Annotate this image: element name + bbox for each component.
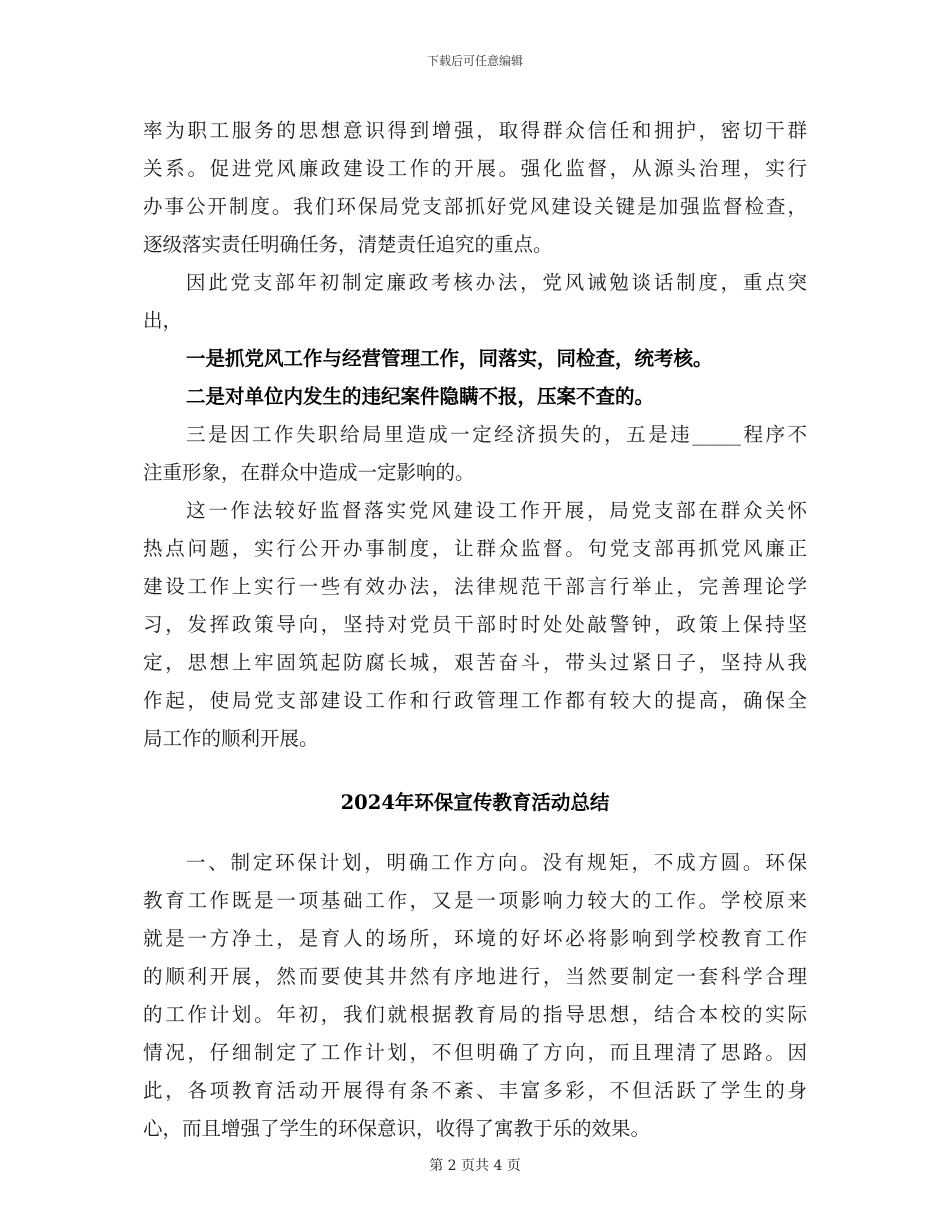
paragraph-line: 习，发挥政策导向，坚持对党员干部时时处处敲警钟，政策上保持坚 (143, 613, 807, 636)
paragraph-line: 因此党支部年初制定廉政考核办法，党风诫勉谈话制度，重点突 (186, 271, 807, 294)
paragraph-line: 办事公开制度。我们环保局党支部抓好党风建设关键是加强监督检查， (143, 195, 807, 218)
paragraph-line: 情况，仔细制定了工作计划，不但明确了方向，而且理清了思路。因 (143, 1041, 807, 1064)
page-header: 下载后可任意编辑 (426, 54, 523, 68)
paragraph-line: 率为职工服务的思想意识得到增强，取得群众信任和拥护，密切干群 (143, 119, 807, 142)
paragraph-line: 出， (143, 309, 183, 332)
paragraph-line: 这一作法较好监督落实党风建设工作开展，局党支部在群众关怀 (186, 499, 807, 522)
document-body (143, 112, 807, 1148)
paragraph-line: 局工作的顺利开展。 (143, 727, 319, 750)
paragraph-line: 就是一方净土，是育人的场所，环境的好坏必将影响到学校教育工作 (143, 927, 807, 950)
paragraph-line: 作起，使局党支部建设工作和行政管理工作都有较大的提高，确保全 (143, 689, 807, 712)
bold-paragraph-line: 一是抓党风工作与经营管理工作，同落实，同检查，统考核。 (186, 347, 713, 370)
paragraph-line: 热点问题，实行公开办事制度，让群众监督。句党支部再抓党风廉正 (143, 537, 807, 560)
paragraph-line: 心，而且增强了学生的环保意识，收得了寓教于乐的效果。 (143, 1117, 651, 1140)
paragraph-line: 此，各项教育活动开展得有条不紊、丰富多彩，不但活跃了学生的身 (143, 1079, 807, 1102)
paragraph-line: 关系。促进党风廉政建设工作的开展。强化监督，从源头治理，实行 (143, 157, 807, 180)
paragraph-line: 定，思想上牢固筑起防腐长城，艰苦奋斗，带头过紧日子，坚持从我 (143, 651, 807, 674)
bold-paragraph-line: 二是对单位内发生的违纪案件隐瞒不报，压案不查的。 (186, 385, 655, 408)
paragraph-line: 建设工作上实行一些有效办法，法律规范干部言行举止，完善理论学 (143, 575, 807, 598)
paragraph-line: 教育工作既是一项基础工作，又是一项影响力较大的工作。学校原来 (143, 889, 807, 912)
page-footer: 第 2 页共 4 页 (429, 1158, 521, 1174)
paragraph-line: 逐级落实责任明确任务，清楚责任追究的重点。 (143, 233, 553, 256)
paragraph-line: 注重形象，在群众中造成一定影响的。 (143, 461, 475, 484)
paragraph-line: 的顺利开展，然而要使其井然有序地进行，当然要制定一套科学合理 (143, 965, 807, 988)
paragraph-line: 三是因工作失职给局里造成一定经济损失的，五是违_____程序不 (186, 423, 807, 446)
paragraph-line: 一、制定环保计划，明确工作方向。没有规矩，不成方圆。环保 (186, 851, 807, 874)
paragraph-line: 的工作计划。年初，我们就根据教育局的指导思想，结合本校的实际 (143, 1003, 807, 1026)
section-title: 2024年环保宣传教育活动总结 (340, 791, 610, 814)
